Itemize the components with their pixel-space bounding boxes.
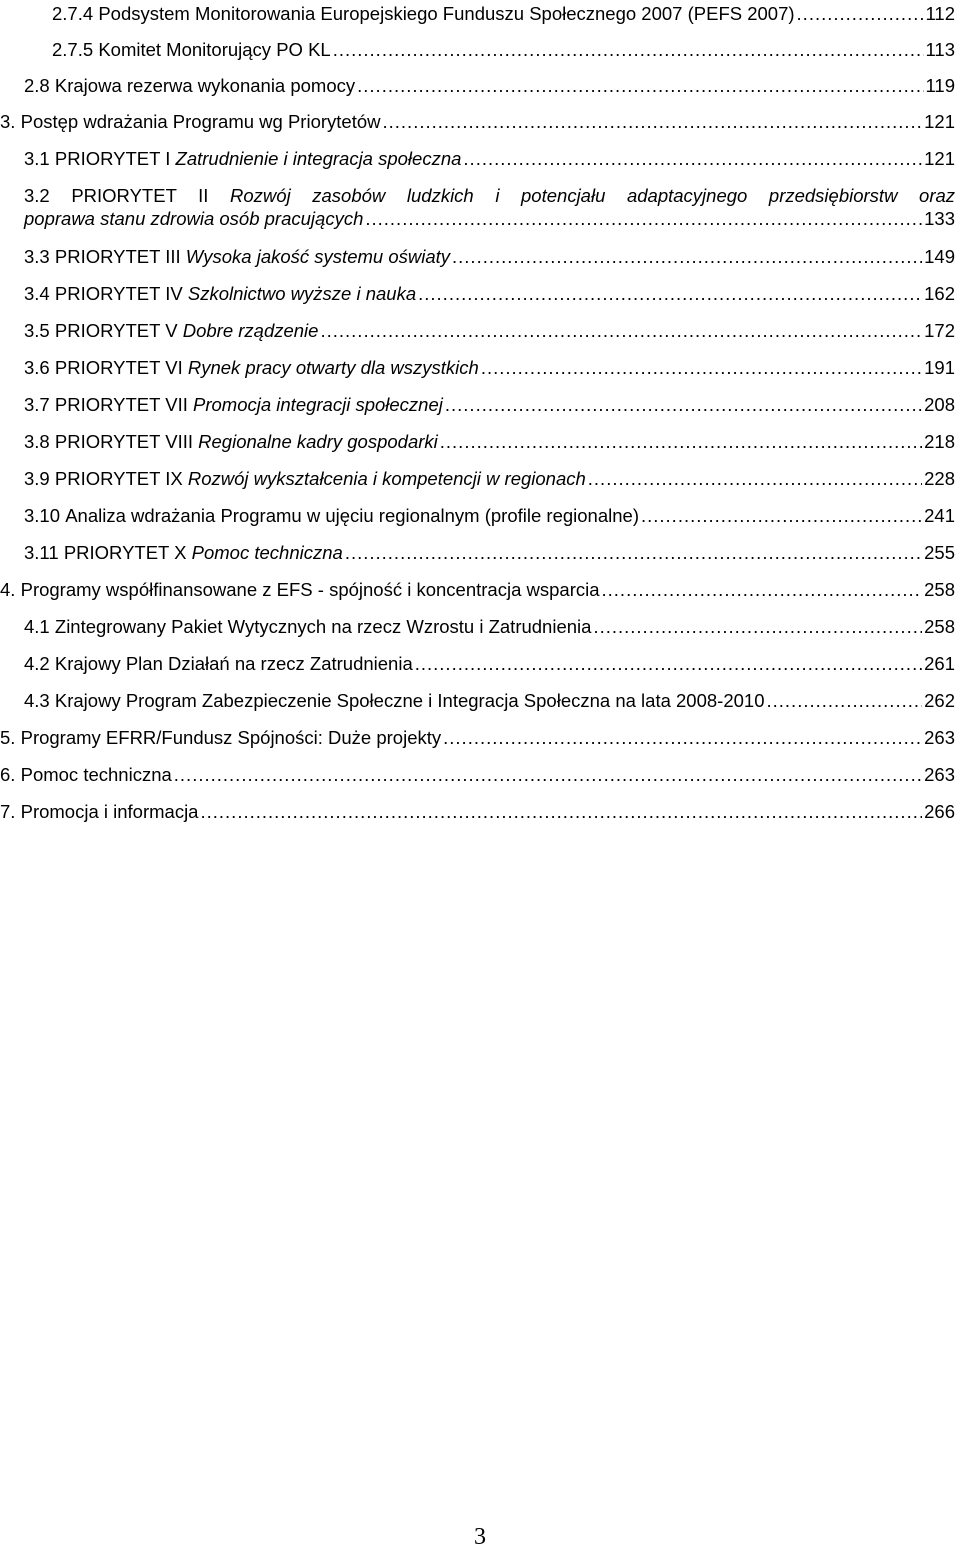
toc-entry-number: 3.3 xyxy=(24,246,50,267)
toc-entry[interactable] xyxy=(24,394,955,416)
toc-entry-title: Zintegrowany Pakiet Wytycznych na rzecz Wzrostu i Zatrudnienia xyxy=(54,616,592,637)
toc-entry[interactable] xyxy=(24,468,955,490)
toc-entry-number: 2.7.4 xyxy=(52,3,94,24)
dot-leader xyxy=(320,320,922,342)
toc-entry-title: Analiza wdrażania Programu w ujęciu regionalnym (profile regionalne) xyxy=(65,505,639,526)
toc-entry[interactable] xyxy=(24,542,955,564)
toc-entry-title-italic: Rozwój zasobów ludzkich i potencjału adaptacyjnego przedsiębiorstw oraz xyxy=(230,185,956,206)
toc-entry-title: PRIORYTET X Pomoc techniczna xyxy=(63,542,343,563)
toc-entry-number: 3.2 xyxy=(24,185,50,206)
dot-leader xyxy=(357,75,923,97)
toc-entry-page: 191 xyxy=(924,357,955,378)
toc-entry[interactable] xyxy=(24,75,955,97)
toc-entry-page: 112 xyxy=(925,3,955,24)
toc-entry[interactable] xyxy=(0,579,955,601)
toc-entry-page: 263 xyxy=(924,727,955,748)
dot-leader xyxy=(602,579,923,601)
dot-leader xyxy=(481,357,922,379)
dot-leader xyxy=(383,111,923,133)
toc-entry-number: 7. xyxy=(0,801,16,822)
toc-entry-page: 113 xyxy=(925,39,955,60)
toc-entry-number: 3.1 xyxy=(24,148,50,169)
toc-entry-page: 255 xyxy=(924,542,955,563)
toc-entry-page: 218 xyxy=(924,431,955,452)
toc-entry-number: 4.3 xyxy=(24,690,50,711)
dot-leader xyxy=(333,39,924,61)
toc-entry-number: 3.7 xyxy=(24,394,50,415)
toc-entry-title-italic: poprawa stanu zdrowia osób pracujących xyxy=(24,208,364,229)
toc-entry[interactable] xyxy=(24,431,955,453)
toc-entry-number: 3.9 xyxy=(24,468,50,489)
toc-entry-page: 241 xyxy=(924,505,955,526)
toc-entry[interactable] xyxy=(24,320,955,342)
toc-entry-page: 263 xyxy=(924,764,955,785)
toc-entry[interactable] xyxy=(52,3,955,25)
toc-entry[interactable] xyxy=(0,111,955,133)
toc-entry[interactable] xyxy=(24,357,955,379)
dot-leader xyxy=(440,431,922,453)
toc-entry-title: Krajowy Program Zabezpieczenie Społeczne i Integracja Społeczna na lata 2008-2010 xyxy=(54,690,765,711)
toc-entry-page: 133 xyxy=(924,208,955,229)
toc-entry-number: 4. xyxy=(0,579,16,600)
toc-entry[interactable] xyxy=(24,505,955,527)
dot-leader xyxy=(797,3,924,25)
toc-entry-page: 258 xyxy=(924,616,955,637)
toc-entry-title: PRIORYTET IX Rozwój wykształcenia i kompetencji w regionach xyxy=(54,468,586,489)
toc-entry-number: 3.4 xyxy=(24,283,50,304)
toc-entry-title: PRIORYTET VII Promocja integracji społecznej xyxy=(54,394,443,415)
toc-entry[interactable] xyxy=(24,246,955,268)
toc-entry-number: 4.2 xyxy=(24,653,50,674)
toc-entry-title: PRIORYTET VIII Regionalne kadry gospodarki xyxy=(54,431,438,452)
toc-entry-title: Programy współfinansowane z EFS - spójność i koncentracja wsparcia xyxy=(20,579,600,600)
dot-leader xyxy=(418,283,922,305)
page-number: 3 xyxy=(474,1524,486,1550)
dot-leader xyxy=(463,148,922,170)
toc-entry-continuation[interactable] xyxy=(24,208,955,230)
toc-entry-title: Programy EFRR/Fundusz Spójności: Duże projekty xyxy=(20,727,442,748)
dot-leader xyxy=(445,394,922,416)
toc-entry[interactable] xyxy=(24,148,955,170)
toc-entry[interactable] xyxy=(24,185,955,207)
toc-entry-title: PRIORYTET III Wysoka jakość systemu oświaty xyxy=(54,246,451,267)
toc-entry-title: Podsystem Monitorowania Europejskiego Funduszu Społecznego 2007 (PEFS 2007) xyxy=(98,3,795,24)
toc-entry[interactable] xyxy=(0,764,955,786)
toc-entry-number: 3.10 xyxy=(24,505,61,526)
toc-entry-page: 172 xyxy=(924,320,955,341)
toc-entry-title: Krajowy Plan Działań na rzecz Zatrudnienia xyxy=(54,653,413,674)
toc-entry-number: 3. xyxy=(0,111,16,132)
toc-entry-title: Krajowa rezerwa wykonania pomocy xyxy=(54,75,356,96)
toc-entry-page: 121 xyxy=(924,111,955,132)
toc-entry-title: Pomoc techniczna xyxy=(20,764,172,785)
dot-leader xyxy=(593,616,922,638)
toc-entry-page: 258 xyxy=(924,579,955,600)
toc-entry-title: PRIORYTET V Dobre rządzenie xyxy=(54,320,319,341)
dot-leader xyxy=(415,653,922,675)
toc-entry-number: 4.1 xyxy=(24,616,50,637)
toc-entry-number: 3.6 xyxy=(24,357,50,378)
toc-entry-number: 2.8 xyxy=(24,75,50,96)
dot-leader xyxy=(641,505,922,527)
dot-leader xyxy=(767,690,923,712)
toc-entry-page: 208 xyxy=(924,394,955,415)
dot-leader xyxy=(443,727,922,749)
dot-leader xyxy=(365,208,922,230)
dot-leader xyxy=(345,542,922,564)
toc-entry-number: 3.8 xyxy=(24,431,50,452)
toc-entry-page: 119 xyxy=(925,75,955,96)
toc-entry[interactable] xyxy=(24,653,955,675)
toc-entry-title: PRIORYTET VI Rynek pracy otwarty dla wszystkich xyxy=(54,357,479,378)
dot-leader xyxy=(174,764,922,786)
dot-leader xyxy=(200,801,922,823)
toc-entry-page: 266 xyxy=(924,801,955,822)
toc-entry[interactable] xyxy=(24,616,955,638)
toc-entry-page: 121 xyxy=(924,148,955,169)
toc-entry-title: PRIORYTET II xyxy=(71,185,209,206)
toc-entry[interactable] xyxy=(24,690,955,712)
toc-entry-number: 5. xyxy=(0,727,16,748)
toc-entry-title: Postęp wdrażania Programu wg Priorytetów xyxy=(20,111,381,132)
dot-leader xyxy=(588,468,922,490)
toc-entry[interactable] xyxy=(52,39,955,61)
dot-leader xyxy=(452,246,922,268)
toc-entry-page: 228 xyxy=(924,468,955,489)
toc-entry-page: 262 xyxy=(924,690,955,711)
toc-entry-page: 149 xyxy=(924,246,955,267)
toc-entry-number: 2.7.5 xyxy=(52,39,94,60)
toc-entry-number: 3.11 xyxy=(24,542,59,563)
toc-entry-title: Promocja i informacja xyxy=(20,801,199,822)
toc-entry-title: PRIORYTET I Zatrudnienie i integracja społeczna xyxy=(54,148,462,169)
toc-entry-page: 162 xyxy=(924,283,955,304)
toc-entry[interactable] xyxy=(0,727,955,749)
toc-entry-page: 261 xyxy=(924,653,955,674)
toc-entry-number: 3.5 xyxy=(24,320,50,341)
toc-entry[interactable] xyxy=(0,801,955,823)
toc-entry-number: 6. xyxy=(0,764,16,785)
toc-entry-title: Komitet Monitorujący PO KL xyxy=(98,39,331,60)
toc-entry-title: PRIORYTET IV Szkolnictwo wyższe i nauka xyxy=(54,283,417,304)
toc-entry[interactable] xyxy=(24,283,955,305)
